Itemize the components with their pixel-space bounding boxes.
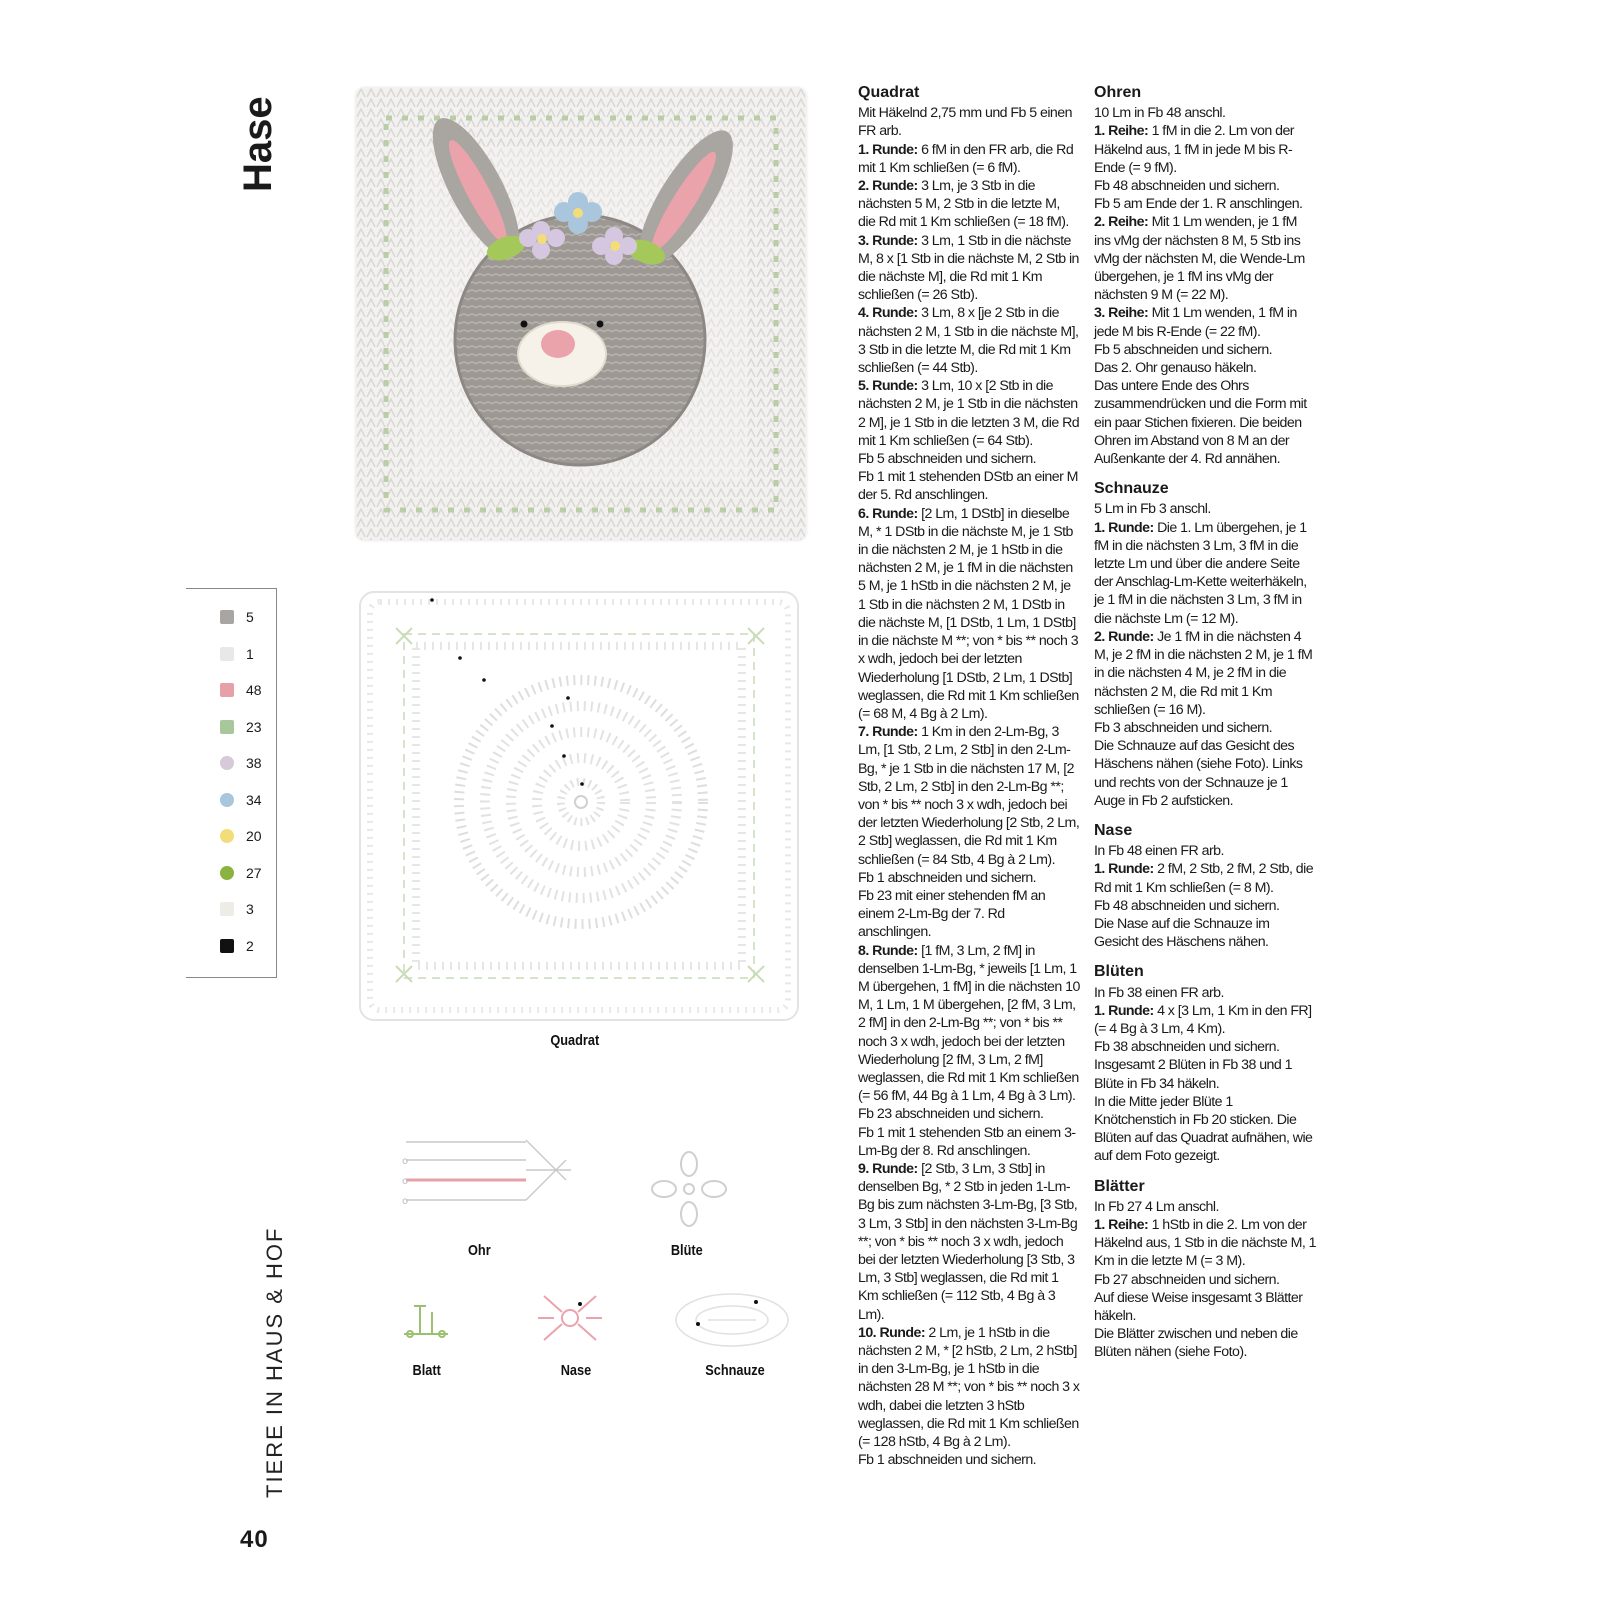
heading-nase: Nase	[1094, 821, 1133, 839]
round-text: 4 x [3 Lm, 1 Km in den FR] (= 4 Bg à 3 Lm, 4 Km).	[1094, 1002, 1312, 1037]
section-ohren	[1094, 84, 1316, 468]
bluete-graphic	[650, 1150, 728, 1230]
row-label: 2. Reihe:	[1094, 214, 1149, 231]
color-swatch	[220, 647, 234, 661]
color-swatch	[220, 683, 234, 697]
round-label: 2. Runde:	[1094, 628, 1154, 645]
round-label: 5. Runde:	[858, 378, 918, 395]
schnauze-graphic	[672, 1290, 792, 1350]
caption-quadrat: Quadrat	[550, 1032, 600, 1049]
round-text: 2 Lm, je 1 hStb in die nächsten 2 M, * [2 hStb, 2 Lm, 2 hStb] in den 3-Lm-Bg, je 1 hStb in die nächsten 28 M **; von * bis ** noch 3 x wdh, dabei die letzten 3 hStb weglassen, die Rd mit 1 Km schließen (= 128 hStb, 4 Bg à 2 Lm).	[858, 1324, 1080, 1451]
text: In die Mitte jeder Blüte 1 Knötchenstich in Fb 20 sticken. Die Blüten auf das Quadrat aufnähen, wie auf dem Foto gezeigt.	[1094, 1093, 1313, 1165]
color-code: 3	[246, 901, 254, 917]
round-label: 1. Runde:	[1094, 1002, 1154, 1019]
text: Fb 5 abschneiden und sichern.	[1094, 341, 1273, 358]
round	[858, 177, 1080, 232]
row-text: Mit 1 Lm wenden, 1 fM in jede M bis R-Ende (= 22 fM).	[1094, 305, 1297, 340]
ohr-graphic	[396, 1130, 576, 1220]
round-text: [1 fM, 3 Lm, 2 fM] in denselben 1-Lm-Bg, * jeweils [1 Lm, 1 M übergehen, 1 fM] in die nächsten 10 M, 1 Lm, 1 M übergehen, [2 fM, 3 Lm, 2 fM] in den 2-Lm-Bg **; von * bis ** noch 3 x wdh, jedoch bei der letzten Wiederholung [2 fM, 3 Lm, 2 fM] weglassen, die Rd mit 1 Km schließen (= 56 fM, 44 Bg à 1 Lm, 4 Bg à 3 Lm).	[858, 942, 1080, 1105]
text: Fb 48 abschneiden und sichern.	[1094, 897, 1280, 914]
color-code: 2	[246, 937, 254, 954]
round-label: 2. Runde:	[858, 178, 918, 195]
color-legend	[186, 588, 277, 978]
heading-quadrat: Quadrat	[858, 84, 920, 101]
row-text: Mit 1 Lm wenden, je 1 fM ins vMg der nächsten 8 M, 5 Stb ins vMg der nächsten M, die Wende-Lm übergehen, je 1 fM ins vMg der nächsten 9 M (= 22 M).	[1094, 214, 1305, 304]
text: Fb 5 abschneiden und sichern.	[858, 451, 1037, 468]
round-label: 10. Runde:	[858, 1324, 926, 1341]
caption-ohr: Ohr	[468, 1242, 491, 1259]
text: Mit Häkelnd 2,75 mm und Fb 5 einen FR arb.	[858, 105, 1072, 140]
caption-schnauze: Schnauze	[705, 1362, 765, 1379]
heading-blaetter: Blätter	[1094, 1177, 1145, 1195]
round	[858, 723, 1080, 869]
round-label: 3. Runde:	[858, 232, 918, 249]
row	[1094, 122, 1316, 177]
chart-bluete	[650, 1150, 728, 1230]
round	[858, 942, 1080, 1106]
text: Fb 23 mit einer stehenden fM an einem 2-Lm-Bg der 7. Rd anschlingen.	[858, 887, 1046, 941]
instructions-quadrat	[858, 84, 1080, 1469]
section-nase	[1094, 822, 1316, 951]
round-text: 3 Lm, je 3 Stb in die nächsten 5 M, 2 Stb in die letzte M, die Rd mit 1 Km schließen (= 18 fM).	[858, 178, 1069, 231]
legend-item	[220, 790, 262, 810]
text: Fb 48 abschneiden und sichern.	[1094, 178, 1280, 195]
blatt-graphic	[398, 1298, 454, 1342]
legend-item	[220, 826, 262, 846]
legend-item	[220, 899, 254, 919]
legend-item	[220, 717, 262, 737]
round	[1094, 1002, 1316, 1038]
text: Das 2. Ohr genauso häkeln.	[1094, 360, 1257, 377]
heading-schnauze: Schnauze	[1094, 480, 1169, 498]
chart-ohr	[396, 1130, 576, 1220]
chart-graphic	[356, 588, 806, 1028]
color-swatch	[220, 720, 234, 734]
heading-ohren: Ohren	[1094, 84, 1142, 101]
round-label: 6. Runde:	[858, 505, 918, 522]
color-code: 27	[246, 864, 262, 881]
color-swatch	[220, 756, 234, 770]
text: Fb 1 abschneiden und sichern.	[858, 1452, 1037, 1469]
text: Fb 1 mit 1 stehenden Stb an einem 3-Lm-Bg der 8. Rd anschlingen.	[858, 1124, 1076, 1159]
text: Fb 27 abschneiden und sichern.	[1094, 1271, 1280, 1288]
color-swatch	[220, 793, 234, 807]
round-text: 1 Km in den 2-Lm-Bg, 3 Lm, [1 Stb, 2 Lm, 2 Stb] in den 2-Lm-Bg, * je 1 Stb in die nächsten 17 M, [2 Stb, 2 Lm, 2 Stb] in den 2-Lm-Bg **; von * bis ** noch 3 x wdh, jedoch bei der letzten Wiederholung [2 Stb, 2 Lm, 2 Stb] weglassen, die Rd mit 1 Km schließen (= 84 Stb, 4 Bg à 2 Lm).	[858, 724, 1080, 868]
svg-text:o: o	[402, 1196, 409, 1207]
text: 10 Lm in Fb 48 anschl.	[1094, 105, 1226, 122]
round	[858, 1160, 1080, 1324]
caption-bluete: Blüte	[670, 1242, 703, 1259]
legend-item	[220, 936, 254, 956]
round	[858, 232, 1080, 305]
round-label: 1. Runde:	[858, 141, 918, 158]
round-text: 3 Lm, 10 x [2 Stb in die nächsten 2 M, je 1 Stb in die nächsten 2 M], je 1 Stb in die letzten 3 M, die Rd mit 1 Km schließen (= 64 Stb).	[858, 378, 1080, 449]
caption-nase: Nase	[560, 1362, 592, 1379]
section-schnauze	[1094, 480, 1316, 810]
crochet-photo	[356, 88, 806, 540]
round-text: 3 Lm, 8 x [je 2 Stb in die nächsten 2 M, 1 Stb in die nächste M], 3 Stb in die letzte M, die Rd mit 1 Km schließen (= 44 Stb).	[858, 305, 1079, 377]
row-text: 1 fM in die 2. Lm von der Häkelnd aus, 1 fM in jede M bis R-Ende (= 9 fM).	[1094, 123, 1294, 176]
chart-nase	[536, 1288, 604, 1348]
round	[858, 304, 1080, 377]
color-swatch	[220, 829, 234, 843]
text: Die Blätter zwischen und neben die Blüten nähen (siehe Foto).	[1094, 1326, 1298, 1361]
svg-text:o: o	[402, 1176, 409, 1187]
color-swatch	[220, 939, 234, 953]
text: Fb 3 abschneiden und sichern.	[1094, 719, 1273, 736]
text: Die Schnauze auf das Gesicht des Häschens nähen (siehe Foto). Links und rechts von der Schnauze je 1 Auge in Fb 2 aufsticken.	[1094, 738, 1303, 809]
row-text: 1 hStb in die 2. Lm von der Häkelnd aus, 1 Stb in die nächste M, 1 Km in die letzte M (= 3 M).	[1094, 1216, 1317, 1270]
color-code: 34	[246, 791, 262, 808]
round-text: [2 Stb, 3 Lm, 3 Stb] in denselben Bg, * 2 Stb in jeden 1-Lm-Bg bis zum nächsten 3-Lm-Bg, [3 Stb, 3 Lm, 3 Stb] in den nächsten 3-Lm-Bg **; von * bis ** noch 3 x wdh, jedoch bei der letzten Wiederholung [3 Stb, 3 Lm, 3 Stb] weglassen, die Rd mit 1 Km schließen (= 112 Stb, 4 Bg à 3 Lm).	[858, 1160, 1078, 1323]
round-text: Je 1 fM in die nächsten 4 M, je 2 fM in die nächsten 2 M, je 1 fM in die nächsten 4 M, je 2 fM in die nächsten 2 M, die Rd mit 1 Km schließen (= 16 M).	[1094, 628, 1313, 718]
round-text: 3 Lm, 1 Stb in die nächste M, 8 x [1 Stb in die nächste M, 2 Stb in die nächste M], die Rd mit 1 Km schließen (= 26 Stb).	[858, 232, 1079, 304]
round	[858, 141, 1080, 177]
text: Fb 1 abschneiden und sichern.	[858, 869, 1037, 886]
text: Auf diese Weise insgesamt 3 Blätter häkeln.	[1094, 1289, 1303, 1324]
crochet-chart-quadrat	[356, 588, 806, 1028]
row-label: 1. Reihe:	[1094, 1216, 1149, 1233]
row	[1094, 304, 1316, 340]
page-title: Hase	[236, 96, 280, 192]
legend-item	[220, 753, 262, 773]
text: Fb 1 mit 1 stehenden DStb an einer M der 5. Rd anschlingen.	[858, 469, 1078, 504]
legend-item	[220, 863, 262, 883]
round-label: 8. Runde:	[858, 942, 918, 959]
row	[1094, 213, 1316, 304]
round-label: 1. Runde:	[1094, 861, 1154, 878]
heading-blueten: Blüten	[1094, 963, 1144, 981]
row-label: 1. Reihe:	[1094, 123, 1149, 140]
row-label: 3. Reihe:	[1094, 305, 1149, 322]
color-code: 1	[246, 645, 254, 662]
round-label: 4. Runde:	[858, 305, 918, 322]
row	[1094, 1216, 1316, 1271]
text: Fb 23 abschneiden und sichern.	[858, 1106, 1044, 1123]
round-label: 9. Runde:	[858, 1160, 918, 1177]
round	[858, 1324, 1080, 1451]
chart-schnauze	[672, 1290, 792, 1350]
round-label: 1. Runde:	[1094, 519, 1154, 536]
color-code: 5	[246, 609, 254, 625]
round	[858, 505, 1080, 723]
round-text: 2 fM, 2 Stb, 2 fM, 2 Stb, die Rd mit 1 Km schließen (= 8 M).	[1094, 861, 1314, 896]
page-number: 40	[240, 1526, 269, 1553]
color-swatch	[220, 902, 234, 916]
caption-blatt: Blatt	[412, 1362, 441, 1379]
instructions-details	[1094, 84, 1316, 1374]
text: Insgesamt 2 Blüten in Fb 38 und 1 Blüte in Fb 34 häkeln.	[1094, 1057, 1292, 1092]
text: In Fb 27 4 Lm anschl.	[1094, 1198, 1219, 1215]
section-blueten	[1094, 963, 1316, 1165]
text: In Fb 38 einen FR arb.	[1094, 984, 1224, 1001]
color-swatch	[220, 610, 234, 624]
color-code: 48	[246, 682, 262, 698]
color-code: 20	[246, 828, 262, 844]
legend-item	[220, 680, 262, 700]
section-label: TIERE IN HAUS & HOF	[262, 1226, 287, 1498]
round	[1094, 860, 1316, 896]
color-swatch	[220, 866, 234, 880]
color-code: 23	[246, 718, 262, 735]
bunny-square-image	[356, 88, 806, 540]
chart-blatt	[398, 1298, 454, 1342]
text: Fb 38 abschneiden und sichern.	[1094, 1039, 1280, 1056]
round	[1094, 628, 1316, 719]
round	[1094, 519, 1316, 628]
section-blaetter	[1094, 1178, 1316, 1362]
text: Das untere Ende des Ohrs zusammendrücken und die Form mit ein paar Stichen fixieren. Die beiden Ohren im Abstand von 8 M an der Außenkante der 4. Rd annähen.	[1094, 378, 1307, 468]
legend-item	[220, 607, 254, 627]
text: In Fb 48 einen FR arb.	[1094, 843, 1224, 860]
round-text: [2 Lm, 1 DStb] in dieselbe M, * 1 DStb in die nächste M, je 1 Stb in die nächsten 2 M, je 1 hStb in die nächsten 2 M, je 1 fM in die nächsten 5 M, je 1 hStb in die nächsten 2 M, je 1 Stb in die nächsten 2 M, 1 DStb in die nächste M, [1 DStb, 1 Lm, 1 DStb] in die nächste M **; von * bis ** noch 3 x wdh, jedoch bei der letzten Wiederholung [1 DStb, 2 Lm, 1 DStb] weglassen, die Rd mit 1 Km schließen (= 68 M, 4 Bg à 2 Lm).	[858, 505, 1079, 722]
color-code: 38	[246, 755, 262, 771]
round	[858, 377, 1080, 450]
text: Die Nase auf die Schnauze im Gesicht des Häschens nähen.	[1094, 915, 1270, 951]
text: 5 Lm in Fb 3 anschl.	[1094, 501, 1211, 518]
round-label: 7. Runde:	[858, 724, 918, 741]
legend-item	[220, 644, 254, 664]
round-text: Die 1. Lm übergehen, je 1 fM in die nächsten 3 Lm, 3 fM in die letzte Lm und über die andere Seite der Anschlag-Lm-Kette weiterhäkeln, je 1 fM in die nächsten 3 Lm, 3 fM in die nächste Lm (= 12 M).	[1094, 519, 1307, 627]
round-text: 6 fM in den FR arb, die Rd mit 1 Km schließen (= 6 fM).	[858, 141, 1074, 176]
svg-text:o: o	[402, 1156, 409, 1167]
nase-graphic	[536, 1288, 604, 1348]
text: Fb 5 am Ende der 1. R anschlingen.	[1094, 196, 1303, 213]
